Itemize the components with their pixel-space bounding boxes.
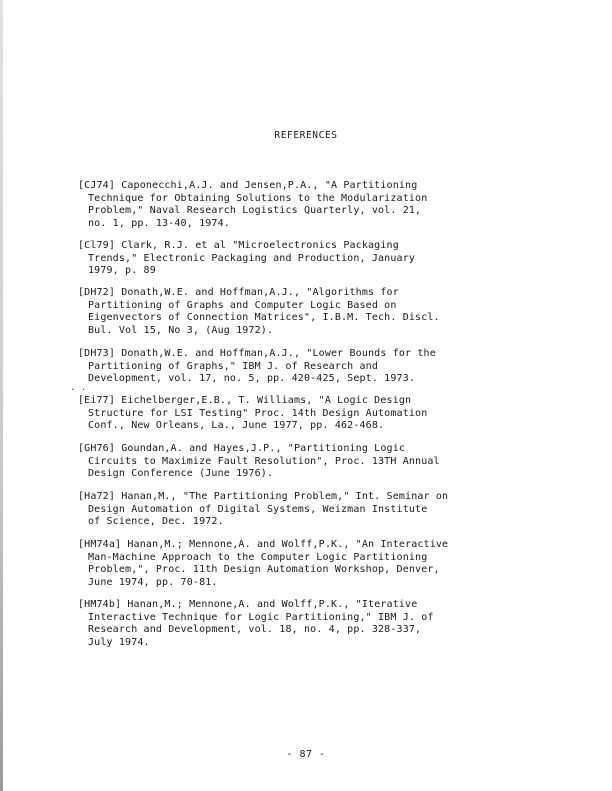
reference-line: Development, vol. 17, no. 5, pp. 420-425, Sept. 1973. — [88, 373, 416, 385]
reference-line: [GH76] Goundan,A. and Hayes,J.P., "Partitioning Logic — [78, 443, 406, 454]
reference-line: Research and Development, vol. 18, no. 4, pp. 328-337, — [88, 624, 422, 636]
reference-line: Technique for Obtaining Solutions to the Modularization — [88, 192, 428, 204]
reference-dh73 — [78, 348, 436, 386]
reference-line: no. 1, pp. 13-40, 1974. — [88, 217, 230, 229]
reference-line: Design Automation of Digital Systems, Weizman Institute — [88, 503, 428, 515]
reference-line: of Science, Dec. 1972. — [88, 516, 224, 528]
reference-ei77 — [78, 395, 427, 433]
reference-cj74 — [78, 180, 427, 230]
scan-edge-shadow — [0, 0, 3, 791]
reference-line: Interactive Technique for Logic Partitioning," IBM J. of — [88, 611, 434, 623]
reference-line: Design Conference (June 1976). — [88, 468, 274, 480]
reference-line: Bul. Vol 15, No 3, (Aug 1972). — [88, 324, 274, 336]
reference-line: [HM74a] Hanan,M.; Mennone,A. and Wolff,P.K., "An Interactive — [78, 539, 449, 550]
reference-hm74b — [78, 599, 434, 649]
reference-ha72 — [78, 491, 448, 529]
reference-line: [HM74b] Hanan,M.; Mennone,A. and Wolff,P.K., "Iterative — [78, 599, 418, 610]
reference-line: Trends," Electronic Packaging and Production, January — [88, 252, 416, 264]
reference-line: [Cl79] Clark, R.J. et al "Microelectronics Packaging — [78, 240, 399, 251]
reference-line: Man-Machine Approach to the Computer Logic Partitioning — [88, 551, 428, 563]
page-title: REFERENCES — [274, 130, 338, 141]
reference-line: Partitioning of Graphs and Computer Logic Based on — [88, 299, 397, 311]
reference-line: [CJ74] Caponecchi,A.J. and Jensen,P.A., "A Partitioning — [78, 180, 418, 191]
reference-cl79 — [78, 240, 415, 278]
reference-line: Circuits to Maximize Fault Resolution", Proc. 13TH Annual — [88, 455, 440, 467]
reference-line: [Ei77] Eichelberger,E.B., T. Williams, "A Logic Design — [78, 395, 412, 406]
reference-line: Eigenvectors of Connection Matrices", I.B.M. Tech. Discl. — [88, 312, 440, 324]
reference-line: Problem," Naval Research Logistics Quarterly, vol. 21, — [88, 205, 422, 217]
reference-line: June 1974, pp. 70-81. — [88, 576, 218, 588]
reference-line: [DH72] Donath,W.E. and Hoffman,A.J., "Algorithms for — [78, 287, 399, 298]
page-number: - 87 - — [286, 749, 326, 760]
reference-hm74a — [78, 539, 448, 589]
reference-line: Structure for LSI Testing" Proc. 14th Design Automation — [88, 407, 428, 419]
reference-line: Problem,", Proc. 11th Design Automation Workshop, Denver, — [88, 564, 440, 576]
reference-line: July 1974. — [88, 636, 150, 648]
reference-line: Partitioning of Graphs," IBM J. of Research and — [88, 360, 379, 372]
reference-line: [DH73] Donath,W.E. and Hoffman,A.J., "Lower Bounds for the — [78, 348, 436, 359]
margin-mark: . . — [70, 383, 87, 393]
reference-line: Conf., New Orleans, La., June 1977, pp. 462-468. — [88, 420, 385, 432]
reference-gh76 — [78, 443, 440, 481]
reference-line: 1979, p. 89 — [88, 265, 156, 277]
reference-dh72 — [78, 287, 440, 337]
reference-line: [Ha72] Hanan,M., "The Partitioning Problem," Int. Seminar on — [78, 491, 449, 502]
